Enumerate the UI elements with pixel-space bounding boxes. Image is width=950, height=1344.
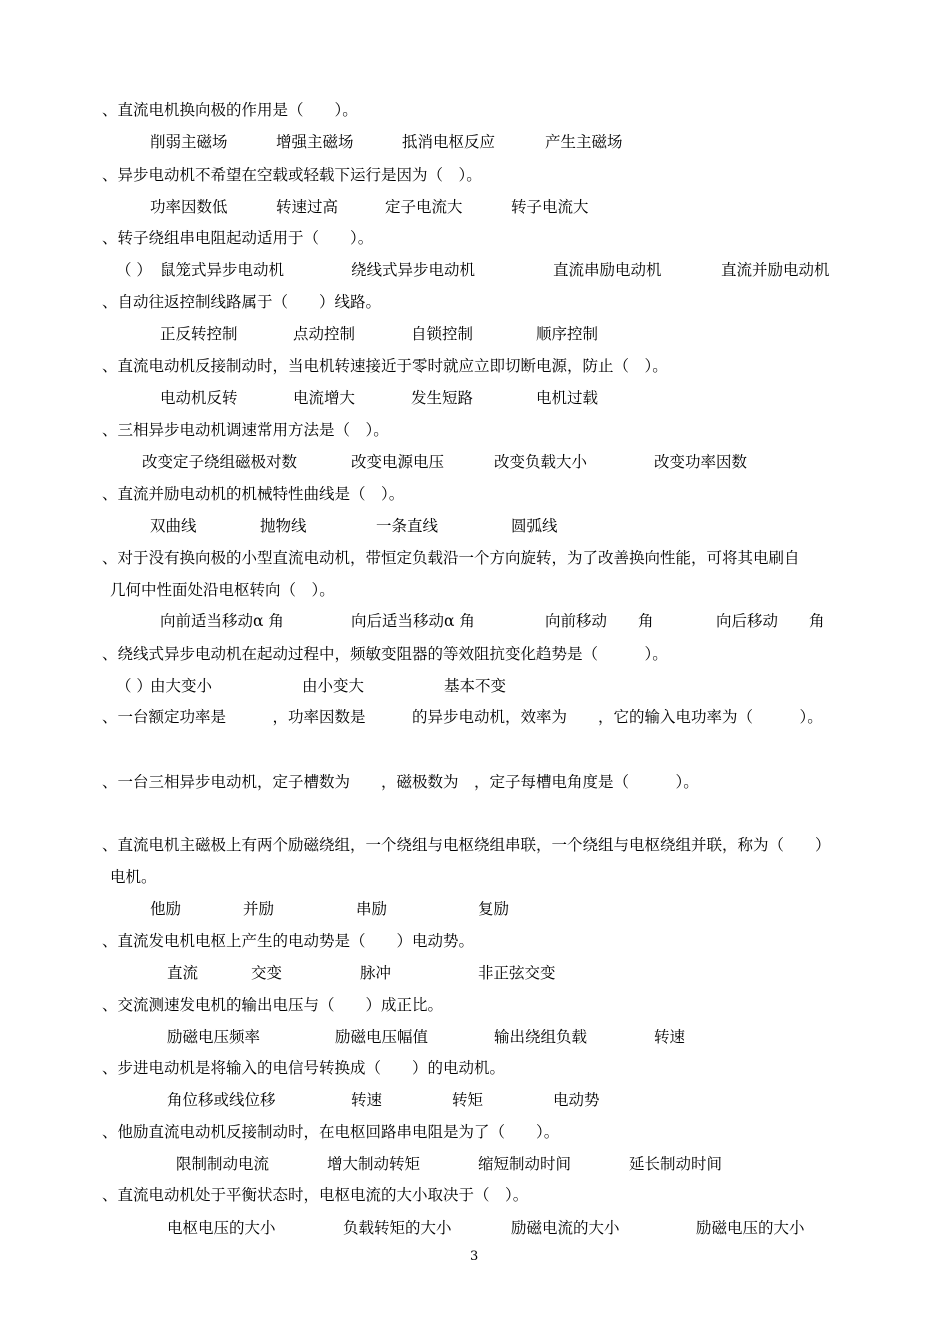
option: 输出绕组负载 (494, 1028, 588, 1046)
option: 向前适当移动α 角 (160, 612, 284, 630)
option: 励磁电压频率 (167, 1028, 261, 1046)
question-17: 、直流电动机处于平衡状态时，电枢电流的大小取决于（ ）。 (102, 1186, 529, 1204)
option: 并励 (243, 900, 275, 918)
option: 角位移或线位移 (167, 1091, 276, 1109)
question-12: 、直流电机主磁极上有两个励磁绕组，一个绕组与电枢绕组串联，一个绕组与电枢绕组并联，称为（ ） (102, 836, 831, 854)
option: 增强主磁场 (276, 133, 354, 151)
option: 向前移动 角 (545, 612, 654, 630)
option: 由大变小 (150, 677, 213, 695)
option: 非正弦交变 (478, 964, 556, 982)
answer-bracket: （ ） (116, 261, 152, 279)
option: 交变 (251, 964, 283, 982)
option: 双曲线 (150, 517, 197, 535)
option: 转速 (654, 1028, 686, 1046)
question-11: 、一台三相异步电动机，定子槽数为 ，磁极数为 ，定子每槽电角度是（ ）。 (102, 773, 699, 791)
option: 励磁电压的大小 (696, 1219, 805, 1237)
option: 鼠笼式异步电动机 (160, 261, 285, 279)
option: 直流 (167, 964, 199, 982)
option: 绕线式异步电动机 (351, 261, 476, 279)
option: 电动势 (553, 1091, 600, 1109)
question-2: 、异步电动机不希望在空载或轻载下运行是因为（ ）。 (102, 166, 482, 184)
option: 负载转矩的大小 (343, 1219, 452, 1237)
option: 电动机反转 (160, 389, 238, 407)
option: 增大制动转矩 (327, 1155, 421, 1173)
option: 圆弧线 (511, 517, 558, 535)
option: 定子电流大 (385, 198, 463, 216)
answer-bracket: （ ） (116, 677, 152, 695)
question-6: 、三相异步电动机调速常用方法是（ ）。 (102, 421, 389, 439)
option: 脉冲 (360, 964, 392, 982)
question-8-continued: 几何中性面处沿电枢转向（ ）。 (110, 581, 335, 599)
question-4: 、自动往返控制线路属于（ ）线路。 (102, 293, 382, 311)
option: 改变负载大小 (494, 453, 588, 471)
option: 顺序控制 (536, 325, 599, 343)
option: 电流增大 (293, 389, 356, 407)
option: 直流串励电动机 (553, 261, 662, 279)
question-8: 、对于没有换向极的小型直流电动机，带恒定负载沿一个方向旋转，为了改善换向性能，可将其电刷自 (102, 549, 800, 567)
question-13: 、直流发电机电枢上产生的电动势是（ ）电动势。 (102, 932, 475, 950)
option: 复励 (478, 900, 510, 918)
option: 改变电源电压 (351, 453, 445, 471)
option: 抵消电枢反应 (402, 133, 496, 151)
option: 一条直线 (376, 517, 439, 535)
page-number: 3 (470, 1249, 479, 1264)
option: 转速 (351, 1091, 383, 1109)
option: 缩短制动时间 (478, 1155, 572, 1173)
question-5: 、直流电动机反接制动时，当电机转速接近于零时就应立即切断电源，防止（ ）。 (102, 357, 668, 375)
option: 改变功率因数 (654, 453, 748, 471)
option: 自锁控制 (411, 325, 474, 343)
option: 向后移动 角 (716, 612, 825, 630)
question-7: 、直流并励电动机的机械特性曲线是（ ）。 (102, 485, 405, 503)
option: 转矩 (452, 1091, 484, 1109)
option: 发生短路 (411, 389, 474, 407)
question-14: 、交流测速发电机的输出电压与（ ）成正比。 (102, 996, 444, 1014)
question-16: 、他励直流电动机反接制动时，在电枢回路串电阻是为了（ ）。 (102, 1123, 560, 1141)
option: 延长制动时间 (629, 1155, 723, 1173)
option: 电枢电压的大小 (167, 1219, 276, 1237)
option: 励磁电流的大小 (511, 1219, 620, 1237)
option: 正反转控制 (160, 325, 238, 343)
option: 他励 (150, 900, 182, 918)
question-15: 、步进电动机是将输入的电信号转换成（ ）的电动机。 (102, 1059, 506, 1077)
option: 转速过高 (276, 198, 339, 216)
option: 改变定子绕组磁极对数 (142, 453, 298, 471)
option: 串励 (356, 900, 388, 918)
option: 转子电流大 (511, 198, 589, 216)
option: 电机过载 (536, 389, 599, 407)
option: 抛物线 (260, 517, 307, 535)
option: 向后适当移动α 角 (351, 612, 475, 630)
option: 功率因数低 (150, 198, 228, 216)
option: 励磁电压幅值 (335, 1028, 429, 1046)
question-3: 、转子绕组串电阻起动适用于（ ）。 (102, 229, 374, 247)
option: 由小变大 (302, 677, 365, 695)
option: 点动控制 (293, 325, 356, 343)
option: 基本不变 (444, 677, 507, 695)
option: 限制制动电流 (176, 1155, 270, 1173)
option: 削弱主磁场 (150, 133, 228, 151)
option: 产生主磁场 (545, 133, 623, 151)
question-12-continued: 电机。 (110, 868, 157, 886)
question-1: 、直流电机换向极的作用是（ ）。 (102, 101, 358, 119)
question-10: 、一台额定功率是 ，功率因数是 的异步电动机，效率为 ，它的输入电功率为（ ）。 (102, 708, 823, 726)
question-9: 、绕线式异步电动机在起动过程中，频敏变阻器的等效阻抗变化趋势是（ ）。 (102, 645, 668, 663)
option: 直流并励电动机 (721, 261, 830, 279)
